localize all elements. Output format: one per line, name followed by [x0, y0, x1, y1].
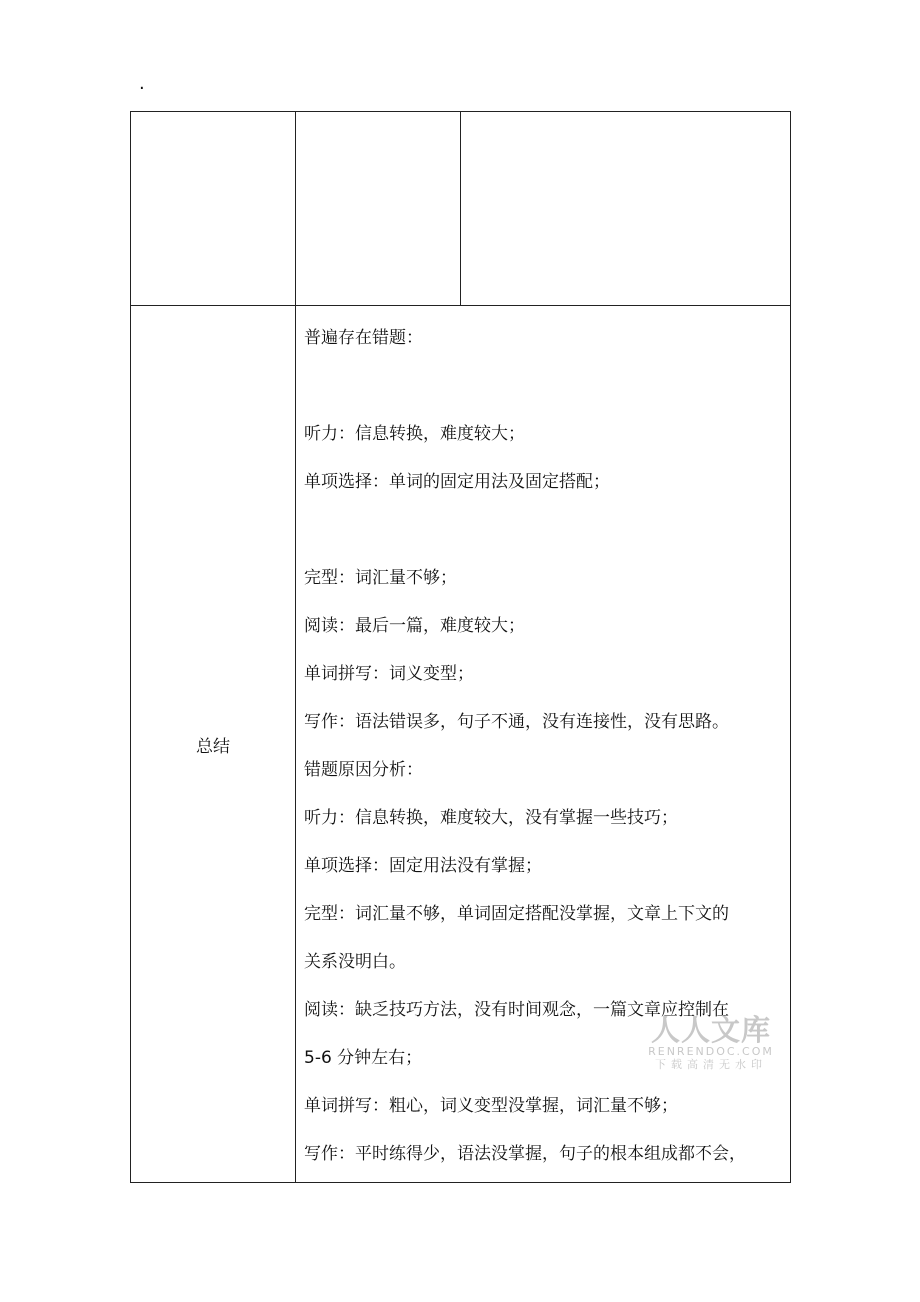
content-line: 完型：词汇量不够；	[304, 568, 457, 588]
content-line: 错题原因分析：	[304, 760, 423, 780]
content-line: 单词拼写：粗心，词义变型没掌握，词汇量不够；	[304, 1096, 678, 1116]
content-line: 写作：平时练得少，语法没掌握，句子的根本组成都不会，	[304, 1144, 746, 1164]
content-line: 阅读：最后一篇，难度较大；	[304, 616, 525, 636]
content-line: 单项选择：单词的固定用法及固定搭配；	[304, 472, 610, 492]
summary-label: 总结	[131, 306, 296, 1183]
content-line-blank	[304, 362, 782, 410]
empty-cell-2	[296, 112, 461, 306]
page-marker-dot: .	[139, 73, 145, 94]
document-table	[130, 111, 791, 1183]
content-line: 完型：词汇量不够，单词固定搭配没掌握，文章上下文的	[304, 904, 729, 924]
content-line: 单词拼写：词义变型；	[304, 664, 474, 684]
content-line: 听力：信息转换，难度较大；	[304, 424, 525, 444]
empty-cell-1	[131, 112, 296, 306]
table-row-top	[131, 112, 791, 306]
content-line: 5-6 分钟左右；	[304, 1048, 423, 1068]
content-line: 阅读：缺乏技巧方法，没有时间观念，一篇文章应控制在	[304, 1000, 729, 1020]
watermark-subtitle: 下载高清无水印	[655, 1058, 767, 1071]
content-line-blank	[304, 506, 782, 554]
table-row-summary	[131, 306, 791, 1183]
watermark-title: 人人文库	[650, 1013, 771, 1047]
content-line: 听力：信息转换，难度较大，没有掌握一些技巧；	[304, 808, 678, 828]
content-line: 关系没明白。	[304, 952, 406, 972]
content-line: 普遍存在错题：	[304, 328, 423, 348]
watermark-url: RENRENDOC.COM	[648, 1045, 774, 1058]
summary-content	[296, 306, 791, 1183]
empty-cell-3	[461, 112, 791, 306]
content-line: 单项选择：固定用法没有掌握；	[304, 856, 542, 876]
content-line: 写作：语法错误多，句子不通，没有连接性，没有思路。	[304, 712, 729, 732]
